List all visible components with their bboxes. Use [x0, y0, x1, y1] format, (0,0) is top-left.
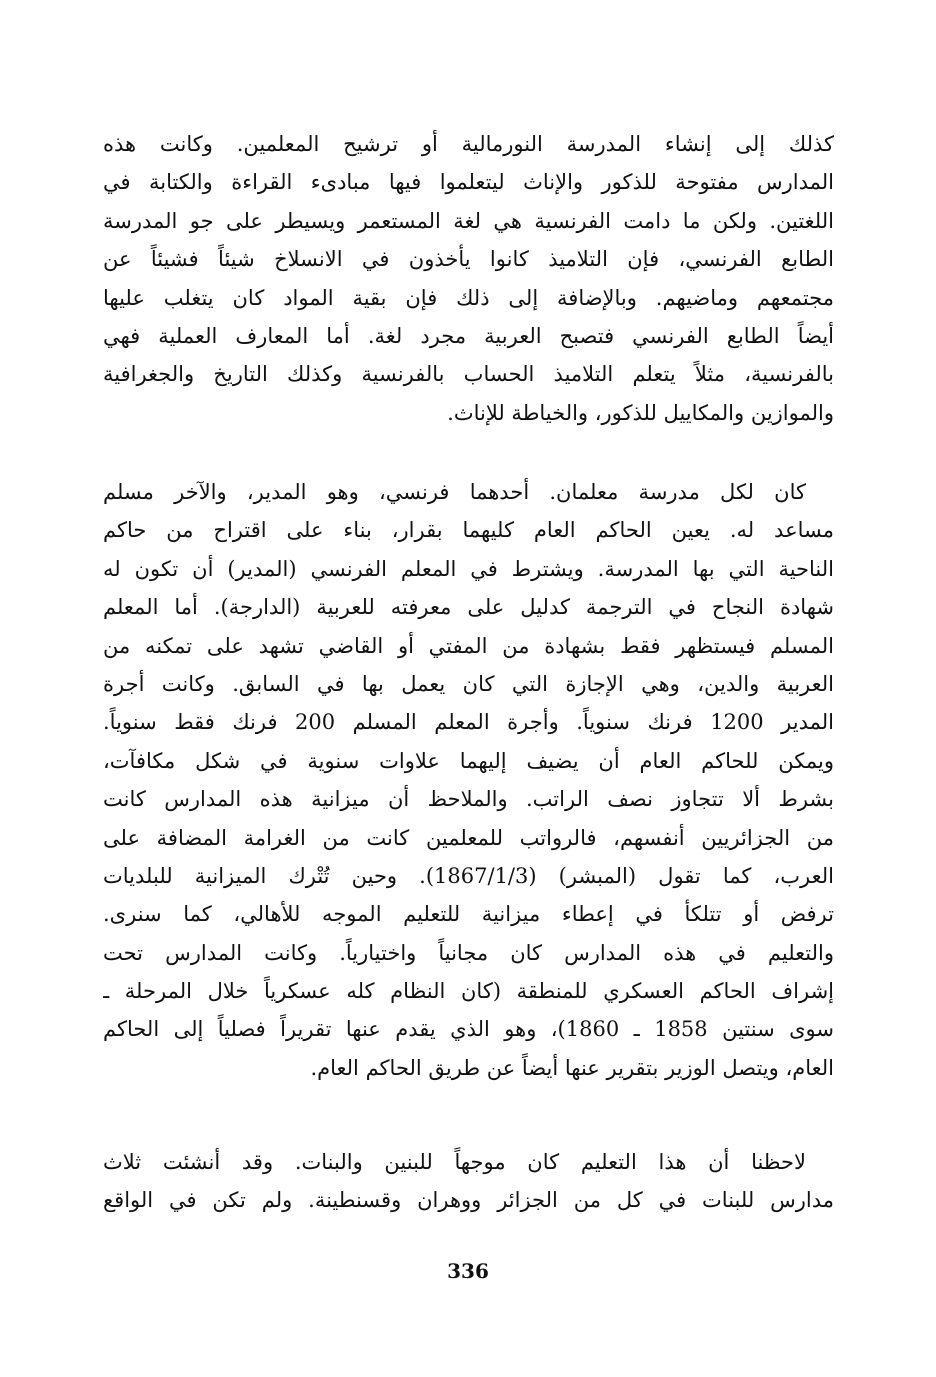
- paragraph-1: [103, 125, 834, 432]
- text-line: لاحظنا أن هذا التعليم كان موجهاً للبنين والبنات. وقد أنشئت ثلاث: [103, 1150, 806, 1174]
- text-line: سوى سنتين 1858 ـ 1860)، وهو الذي يقدم عنها تقريراً فصلياً إلى الحاكم: [103, 1017, 834, 1042]
- text-line: المدير 1200 فرنك سنوياً. وأجرة المعلم المسلم 200 فرنك فقط سنوياً.: [103, 710, 834, 735]
- text-line: العام، ويتصل الوزير بتقرير عنها أيضاً عن طريق الحاكم العام.: [310, 1055, 834, 1080]
- text-line: اللغتين. ولكن ما دامت الفرنسية هي لغة المستعمر ويسيطر على جو المدرسة: [103, 208, 834, 233]
- text-line: الناحية التي بها المدرسة. ويشترط في المعلم الفرنسي (المدير) أن تكون له: [103, 556, 834, 581]
- text-line: بشرط ألا تتجاوز نصف الراتب. والملاحظ أن ميزانية هذه المدارس كانت: [103, 787, 834, 812]
- text-line: العربية والدين، وهي الإجازة التي كان يعمل بها في السابق. وكانت أجرة: [103, 671, 834, 696]
- text-line: إشراف الحاكم العسكري للمنطقة (كان النظام كله عسكرياً خلال المرحلة ـ: [103, 979, 834, 1004]
- text-line: كذلك إلى إنشاء المدرسة النورمالية أو ترشيح المعلمين. وكانت هذه: [103, 132, 834, 156]
- text-line: الطابع الفرنسي، فإن التلاميذ كانوا يأخذون في الانسلاخ شيئاً فشيئاً عن: [103, 247, 834, 272]
- text-line: شهادة النجاح في الترجمة كدليل على معرفته للعربية (الدارجة). أما المعلم: [103, 595, 834, 620]
- paragraph-3: [103, 1143, 834, 1220]
- text-line: مدارس للبنات في كل من الجزائر ووهران وقسنطينة. ولم تكن في الواقع: [103, 1188, 834, 1213]
- page-number: 336: [447, 1259, 489, 1283]
- text-line: والتعليم في هذه المدارس كان مجانياً واختيارياً. وكانت المدارس تحت: [103, 940, 834, 965]
- text-line: كان لكل مدرسة معلمان. أحدهما فرنسي، وهو المدير، والآخر مسلم: [103, 480, 806, 504]
- text-line: المدارس مفتوحة للذكور والإناث ليتعلموا فيها مبادىء القراءة والكتابة في: [103, 170, 834, 195]
- text-line: بالفرنسية، مثلاً يتعلم التلاميذ الحساب بالفرنسية وكذلك التاريخ والجغرافية: [103, 362, 834, 387]
- text-line: من الجزائريين أنفسهم، فالرواتب للمعلمين كانت من الغرامة المضافة على: [103, 825, 834, 850]
- paragraph-2: [103, 473, 834, 1087]
- text-line: المسلم فيستظهر فقط بشهادة من المفتي أو القاضي تشهد على تمكنه من: [103, 633, 834, 658]
- text-line: أيضاً الطابع الفرنسي فتصبح العربية مجرد لغة. أما المعارف العملية فهي: [103, 323, 834, 348]
- text-line: مجتمعهم وماضيهم. وبالإضافة إلى ذلك فإن بقية المواد كان يتغلب عليها: [103, 285, 834, 310]
- text-line: ترفض أو تتلكأ في إعطاء ميزانية للتعليم الموجه للأهالي، كما سنرى.: [103, 902, 834, 927]
- text-line: مساعد له. يعين الحاكم العام كليهما بقرار، بناء على اقتراح من حاكم: [103, 518, 834, 543]
- text-line: العرب، كما تقول (المبشر) (1867/1/3). وحين تُتْرك الميزانية للبلديات: [103, 863, 834, 888]
- text-line: ويمكن للحاكم العام أن يضيف إليهما علاوات سنوية في شكل مكافآت،: [103, 748, 834, 773]
- text-line: والموازين والمكاييل للذكور، والخياطة للإناث.: [447, 400, 834, 425]
